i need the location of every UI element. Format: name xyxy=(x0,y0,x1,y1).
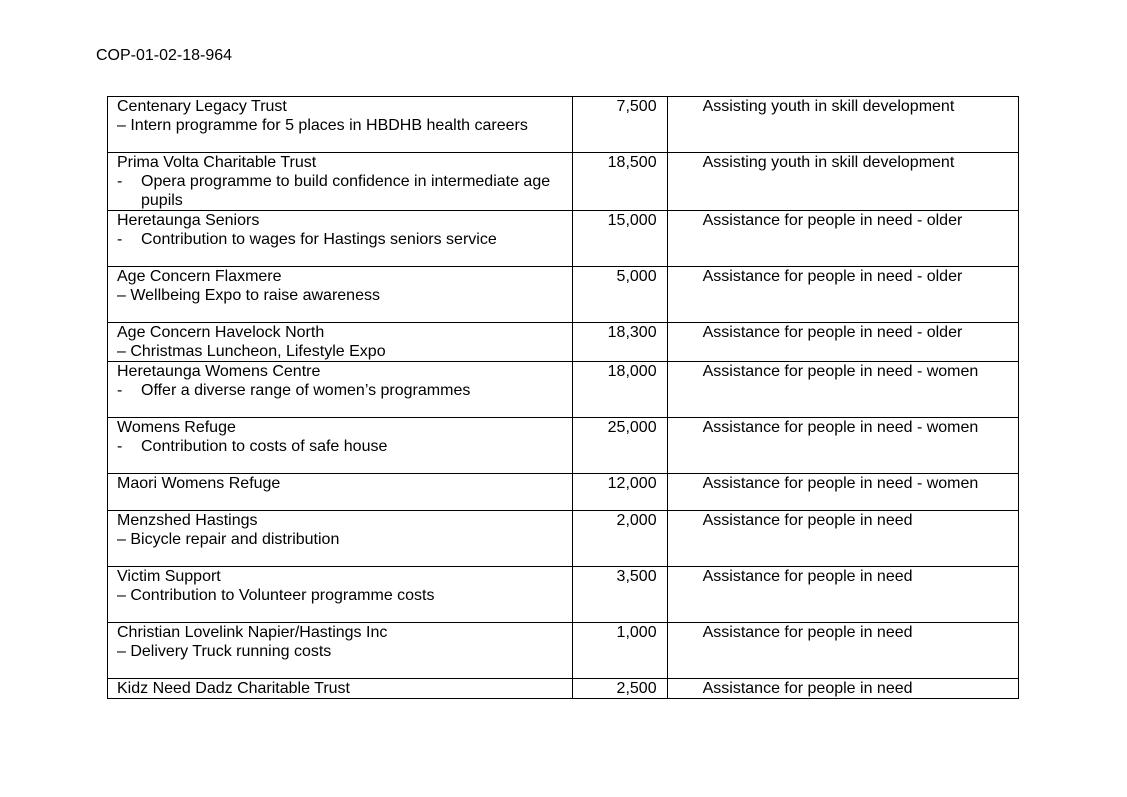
category-cell: Assistance for people in need - women xyxy=(667,418,1018,474)
table-row xyxy=(108,211,1019,267)
organisation-cell xyxy=(108,323,573,362)
grant-description: – Intern programme for 5 places in HBDHB health careers xyxy=(117,117,528,134)
category-cell: Assistance for people in need - older xyxy=(667,323,1018,362)
grant-description: – Delivery Truck running costs xyxy=(117,643,332,660)
organisation-name: Victim Support xyxy=(117,568,221,585)
amount-cell: 7,500 xyxy=(572,97,667,153)
organisation-cell xyxy=(108,97,573,153)
table-row xyxy=(108,362,1019,418)
amount-cell: 2,500 xyxy=(572,679,667,699)
amount-cell: 18,300 xyxy=(572,323,667,362)
table-row xyxy=(108,267,1019,323)
category-cell: Assistance for people in need xyxy=(667,511,1018,567)
organisation-cell xyxy=(108,267,573,323)
organisation-cell xyxy=(108,623,573,679)
organisation-cell xyxy=(108,511,573,567)
organisation-name: Womens Refuge xyxy=(117,419,236,436)
category-cell: Assisting youth in skill development xyxy=(667,153,1018,211)
amount-cell: 2,000 xyxy=(572,511,667,567)
amount-cell: 5,000 xyxy=(572,267,667,323)
organisation-cell xyxy=(108,153,573,211)
amount-cell: 25,000 xyxy=(572,418,667,474)
table-row xyxy=(108,323,1019,362)
category-cell: Assistance for people in need - women xyxy=(667,362,1018,418)
organisation-name: Kidz Need Dadz Charitable Trust xyxy=(117,680,350,697)
table-row xyxy=(108,153,1019,211)
grant-description: – Bicycle repair and distribution xyxy=(117,531,340,548)
grant-description: - Offer a diverse range of women’s programmes xyxy=(117,381,572,400)
amount-cell: 15,000 xyxy=(572,211,667,267)
organisation-cell xyxy=(108,567,573,623)
table-row xyxy=(108,511,1019,567)
grant-description: - Contribution to costs of safe house xyxy=(117,437,572,456)
grant-description: – Wellbeing Expo to raise awareness xyxy=(117,287,380,304)
category-cell: Assisting youth in skill development xyxy=(667,97,1018,153)
grants-table-body xyxy=(108,97,1019,699)
table-row xyxy=(108,623,1019,679)
organisation-name: Christian Lovelink Napier/Hastings Inc xyxy=(117,624,388,641)
category-cell: Assistance for people in need xyxy=(667,567,1018,623)
amount-cell: 3,500 xyxy=(572,567,667,623)
grants-table xyxy=(107,96,1019,699)
table-row xyxy=(108,474,1019,511)
organisation-cell xyxy=(108,474,573,511)
grant-description: - Opera programme to build confidence in intermediate age pupils xyxy=(117,172,572,210)
grant-description: – Christmas Luncheon, Lifestyle Expo xyxy=(117,343,386,360)
amount-cell: 1,000 xyxy=(572,623,667,679)
document-code: COP-01-02-18-964 xyxy=(96,47,233,64)
organisation-name: Prima Volta Charitable Trust xyxy=(117,154,317,171)
grant-description: – Contribution to Volunteer programme costs xyxy=(117,587,435,604)
organisation-name: Maori Womens Refuge xyxy=(117,475,281,492)
amount-cell: 18,000 xyxy=(572,362,667,418)
grant-description: - Contribution to wages for Hastings seniors service xyxy=(117,230,572,249)
category-cell: Assistance for people in need xyxy=(667,623,1018,679)
table-row xyxy=(108,97,1019,153)
category-cell: Assistance for people in need - older xyxy=(667,267,1018,323)
organisation-name: Age Concern Flaxmere xyxy=(117,268,282,285)
table-row xyxy=(108,567,1019,623)
organisation-name: Centenary Legacy Trust xyxy=(117,98,287,115)
organisation-name: Heretaunga Seniors xyxy=(117,212,260,229)
organisation-cell xyxy=(108,679,573,699)
table-row xyxy=(108,418,1019,474)
organisation-cell xyxy=(108,418,573,474)
organisation-cell xyxy=(108,362,573,418)
category-cell: Assistance for people in need - older xyxy=(667,211,1018,267)
category-cell: Assistance for people in need - women xyxy=(667,474,1018,511)
table-row xyxy=(108,679,1019,699)
amount-cell: 18,500 xyxy=(572,153,667,211)
organisation-cell xyxy=(108,211,573,267)
organisation-name: Menzshed Hastings xyxy=(117,512,258,529)
organisation-name: Age Concern Havelock North xyxy=(117,324,325,341)
category-cell: Assistance for people in need xyxy=(667,679,1018,699)
amount-cell: 12,000 xyxy=(572,474,667,511)
organisation-name: Heretaunga Womens Centre xyxy=(117,363,321,380)
